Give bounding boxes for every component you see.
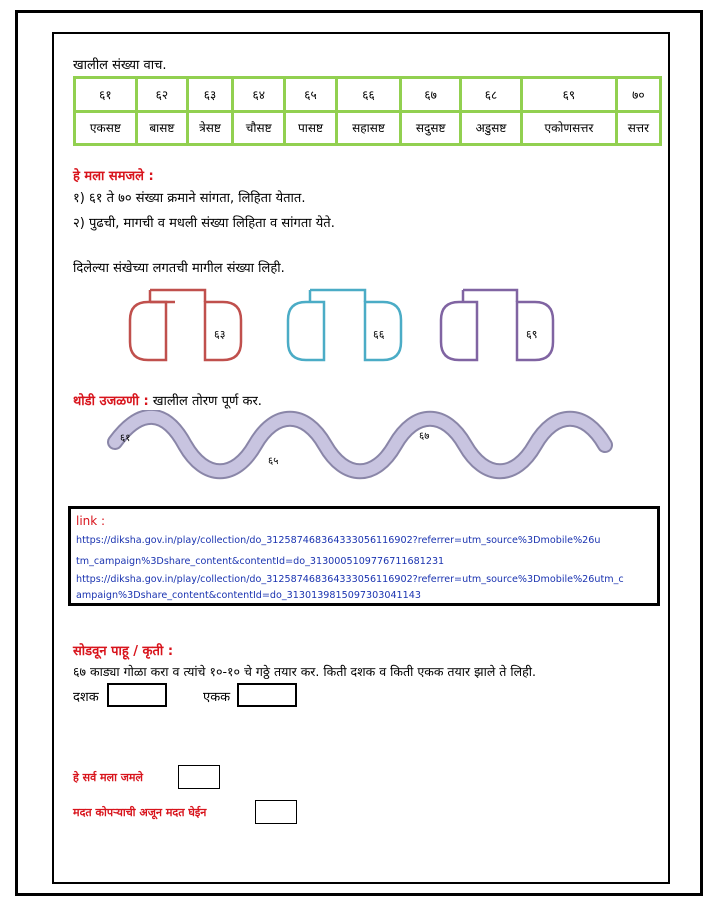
pattern-instruction: दिलेल्या संखेच्या लगतची मागील संख्या लिही. <box>73 261 285 276</box>
help-label: मदत कोपऱ्याची अजून मदत घेईन <box>73 806 207 819</box>
ones-answer-box[interactable] <box>237 683 297 707</box>
garland-label-1: ६१ <box>120 433 131 444</box>
word-cell: एकसष्ट <box>75 111 137 145</box>
link-2-line-1[interactable]: https://diksha.gov.in/play/collection/do_3125874683643330561169​02?referrer=utm_source%3Dmobile%26utm_c <box>76 574 624 585</box>
word-cell: अडुसष्ट <box>460 111 521 145</box>
done-checkbox[interactable] <box>178 765 220 789</box>
garland-label-3: ६७ <box>419 431 430 442</box>
tree-1-given-number: ६३ <box>214 328 226 341</box>
number-trees <box>120 280 700 370</box>
understood-point-2: २) पुढची, मागची व मधली संख्या लिहिता व सांगता येते. <box>73 216 335 231</box>
link-2-line-2[interactable]: ampaign%3Dshare_content&contentId=do_31301398150973030411​43 <box>76 590 421 601</box>
help-checkbox[interactable] <box>255 800 297 824</box>
link-label: link : <box>76 514 106 528</box>
numeral-cell: ६५ <box>285 78 336 112</box>
garland-wave <box>105 410 625 480</box>
numeral-cell: ६१ <box>75 78 137 112</box>
word-cell: एकोणसत्तर <box>522 111 617 145</box>
understood-heading: हे मला समजले : <box>73 169 154 184</box>
link-1-line-1[interactable]: https://diksha.gov.in/play/collection/do_3125874683643330561169​02?referrer=utm_source%3Dmobile%26u <box>76 535 601 546</box>
numeral-cell: ६३ <box>187 78 232 112</box>
numeral-cell: ६८ <box>460 78 521 112</box>
word-cell: सदुसष्ट <box>401 111 460 145</box>
ones-label: एकक <box>203 690 231 705</box>
numeral-cell: ७० <box>616 78 660 112</box>
numeral-cell: ६४ <box>232 78 285 112</box>
number-tree-red <box>130 290 241 360</box>
tens-answer-box[interactable] <box>107 683 167 707</box>
garland-line <box>73 391 262 409</box>
word-cell: सत्तर <box>616 111 660 145</box>
number-tree-purple <box>441 290 553 360</box>
link-box <box>68 506 660 606</box>
numeral-cell: ६९ <box>522 78 617 112</box>
garland-heading: थोडी उजळणी : <box>73 394 149 409</box>
word-cell: पासष्ट <box>285 111 336 145</box>
word-cell: सहासष्ट <box>336 111 401 145</box>
word-cell: त्रेसष्ट <box>187 111 232 145</box>
numeral-cell: ६७ <box>401 78 460 112</box>
tens-label: दशक <box>73 690 99 705</box>
link-1-line-2[interactable]: tm_campaign%3Dshare_content&contentId=do_3130005109776711681231 <box>76 556 445 567</box>
garland-label-2: ६५ <box>268 456 279 467</box>
activity-question: ६७ काड्या गोळा करा व त्यांचे १०-१० चे गठ्ठे तयार कर. किती दशक व किती एकक तयार झाले ते लिही. <box>73 664 536 679</box>
numeral-cell: ६६ <box>336 78 401 112</box>
garland-instruction: खालील तोरण पूर्ण कर. <box>152 394 262 409</box>
words-row <box>75 111 661 145</box>
word-cell: चौसष्ट <box>232 111 285 145</box>
read-instruction: खालील संख्या वाच. <box>73 58 167 73</box>
tree-3-given-number: ६९ <box>526 328 538 341</box>
word-cell: बासष्ट <box>136 111 187 145</box>
understood-point-1: १) ६१ ते ७० संख्या क्रमाने सांगता, लिहिता येतात. <box>73 191 306 206</box>
activity-heading: सोडवून पाहू / कृती : <box>73 644 174 659</box>
tree-2-given-number: ६६ <box>373 328 385 341</box>
numerals-row <box>75 78 661 112</box>
done-label: हे सर्व मला जमले <box>73 771 143 784</box>
number-table <box>73 76 662 146</box>
numeral-cell: ६२ <box>136 78 187 112</box>
number-tree-blue <box>288 290 401 360</box>
